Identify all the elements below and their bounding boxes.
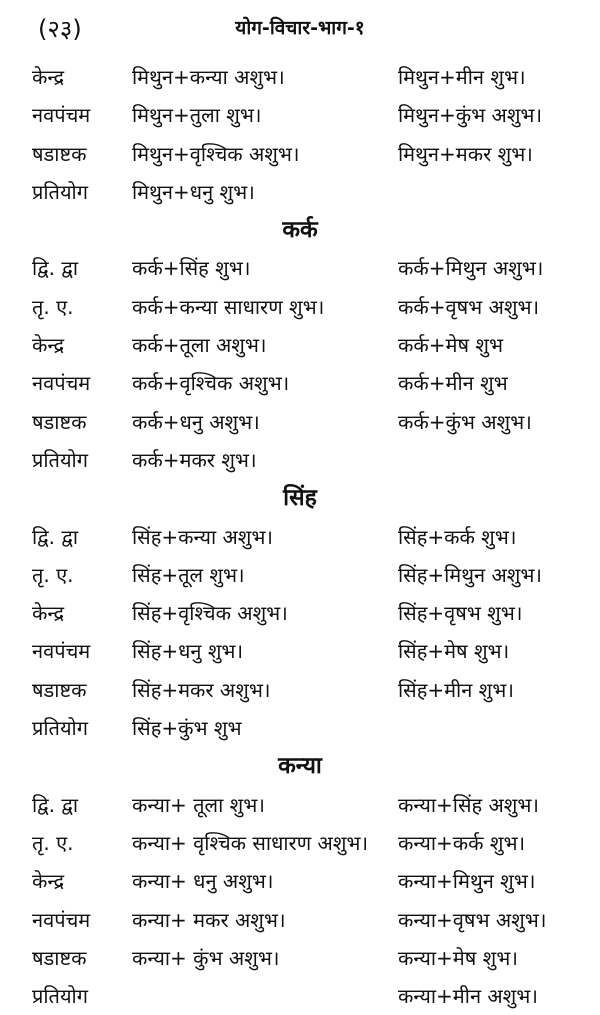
- yoga-left: कन्या+ वृश्चिक साधारण अशुभ।: [132, 830, 369, 855]
- table-row: [0, 824, 600, 862]
- row-label: प्रतियोग: [32, 716, 88, 741]
- yoga-right: सिंह+मेष शुभ।: [398, 639, 510, 664]
- yoga-right: कर्क+कुंभ अशुभ।: [398, 409, 532, 434]
- yoga-left: कर्क+सिंह शुभ।: [132, 256, 251, 281]
- yoga-right: मिथुन+मीन शुभ।: [398, 65, 526, 89]
- yoga-left: कर्क+धनु अशुभ।: [132, 409, 260, 434]
- yoga-left: मिथुन+धनु शुभ।: [132, 179, 255, 204]
- row-label: केन्द्र: [32, 601, 65, 626]
- yoga-right: कर्क+मिथुन अशुभ।: [398, 256, 544, 281]
- yoga-right: कन्या+वृषभ अशुभ।: [398, 907, 547, 932]
- yoga-left: सिंह+धनु शुभ।: [132, 639, 244, 664]
- yoga-left: कन्या+ तूला शुभ।: [132, 792, 265, 817]
- row-label: द्वि. द्वा: [32, 524, 79, 549]
- yoga-left: सिंह+कुंभ शुभ: [132, 716, 242, 741]
- row-label: प्रतियोग: [32, 447, 88, 472]
- table-row: [0, 862, 600, 900]
- table-row: [0, 364, 600, 402]
- yoga-right: कर्क+मेष शुभ: [398, 333, 504, 358]
- table-row: [0, 403, 600, 441]
- row-label: नवपंचम: [32, 103, 91, 128]
- yoga-left: कन्या+ कुंभ अशुभ।: [132, 945, 280, 970]
- yoga-right: मिथुन+मकर शुभ।: [398, 141, 533, 166]
- yoga-right: सिंह+मीन शुभ।: [398, 677, 514, 702]
- row-label: केन्द्र: [32, 65, 65, 89]
- yoga-left: कर्क+वृश्चिक अशुभ।: [132, 371, 290, 396]
- row-label: प्रतियोग: [32, 179, 88, 204]
- table-row: [0, 441, 600, 479]
- yoga-right: सिंह+कर्क शुभ।: [398, 524, 517, 549]
- running-title: योग-विचार-भाग-१: [235, 17, 365, 39]
- yoga-left: सिंह+वृश्चिक अशुभ।: [132, 601, 288, 626]
- yoga-right: कर्क+वृषभ अशुभ।: [398, 294, 540, 319]
- table-row: [0, 96, 600, 134]
- yoga-left: मिथुन+तुला शुभ।: [132, 103, 262, 128]
- table-row: [0, 709, 600, 747]
- row-label: द्वि. द्वा: [32, 792, 79, 817]
- yoga-right: सिंह+वृषभ शुभ।: [398, 601, 523, 626]
- row-label: केन्द्र: [32, 869, 65, 894]
- yoga-right: कर्क+मीन शुभ: [398, 371, 508, 396]
- section-heading: कर्क: [282, 217, 318, 244]
- row-label: केन्द्र: [32, 333, 65, 358]
- table-row: [0, 249, 600, 287]
- yoga-left: सिंह+तूल शुभ।: [132, 562, 245, 587]
- yoga-right: सिंह+मिथुन अशुभ।: [398, 562, 542, 587]
- yoga-right: मिथुन+कुंभ अशुभ।: [398, 103, 543, 128]
- page-header: [0, 0, 600, 48]
- table-row: [0, 901, 600, 939]
- row-label: षडाष्टक: [32, 141, 87, 166]
- yoga-left: कन्या+ धनु अशुभ।: [132, 869, 274, 894]
- page-number: (२३): [38, 15, 82, 43]
- yoga-left: मिथुन+कन्या अशुभ।: [132, 65, 285, 89]
- yoga-left: मिथुन+वृश्चिक अशुभ।: [132, 141, 300, 166]
- row-label: नवपंचम: [32, 639, 91, 664]
- yoga-right: कन्या+मेष शुभ।: [398, 945, 518, 970]
- row-label: तृ. ए.: [32, 830, 74, 855]
- table-row: [0, 939, 600, 977]
- row-label: तृ. ए.: [32, 294, 74, 319]
- yoga-right: कन्या+मिथुन शुभ।: [398, 869, 536, 894]
- yoga-right: कन्या+मीन अशुभ।: [398, 984, 538, 1009]
- row-label: षडाष्टक: [32, 677, 87, 702]
- yoga-left: सिंह+कन्या अशुभ।: [132, 524, 273, 549]
- row-label: द्वि. द्वा: [32, 256, 79, 281]
- table-row: [0, 977, 600, 1015]
- row-label: तृ. ए.: [32, 562, 74, 587]
- yoga-table: [0, 58, 600, 1015]
- yoga-left: सिंह+मकर अशुभ।: [132, 677, 271, 702]
- row-label: नवपंचम: [32, 907, 91, 932]
- table-row: [0, 556, 600, 594]
- section-heading: सिंह: [283, 485, 317, 512]
- table-row: [0, 671, 600, 709]
- table-row: [0, 326, 600, 364]
- table-row: [0, 58, 600, 96]
- table-row: [0, 632, 600, 670]
- table-row: [0, 288, 600, 326]
- yoga-left: कर्क+कन्या साधारण शुभ।: [132, 294, 325, 319]
- row-label: नवपंचम: [32, 371, 91, 396]
- yoga-left: कन्या+ मकर अशुभ।: [132, 907, 286, 932]
- yoga-right: कन्या+कर्क शुभ।: [398, 830, 526, 855]
- yoga-left: कर्क+मकर शुभ।: [132, 447, 257, 472]
- table-row: [0, 173, 600, 211]
- table-row: [0, 135, 600, 173]
- yoga-right: कन्या+सिंह अशुभ।: [398, 792, 539, 817]
- table-row: [0, 518, 600, 556]
- row-label: प्रतियोग: [32, 984, 88, 1009]
- yoga-left: कर्क+तूला अशुभ।: [132, 333, 267, 358]
- section-heading: कन्या: [278, 753, 322, 780]
- table-row: [0, 594, 600, 632]
- table-row: [0, 786, 600, 824]
- row-label: षडाष्टक: [32, 409, 87, 434]
- row-label: षडाष्टक: [32, 945, 87, 970]
